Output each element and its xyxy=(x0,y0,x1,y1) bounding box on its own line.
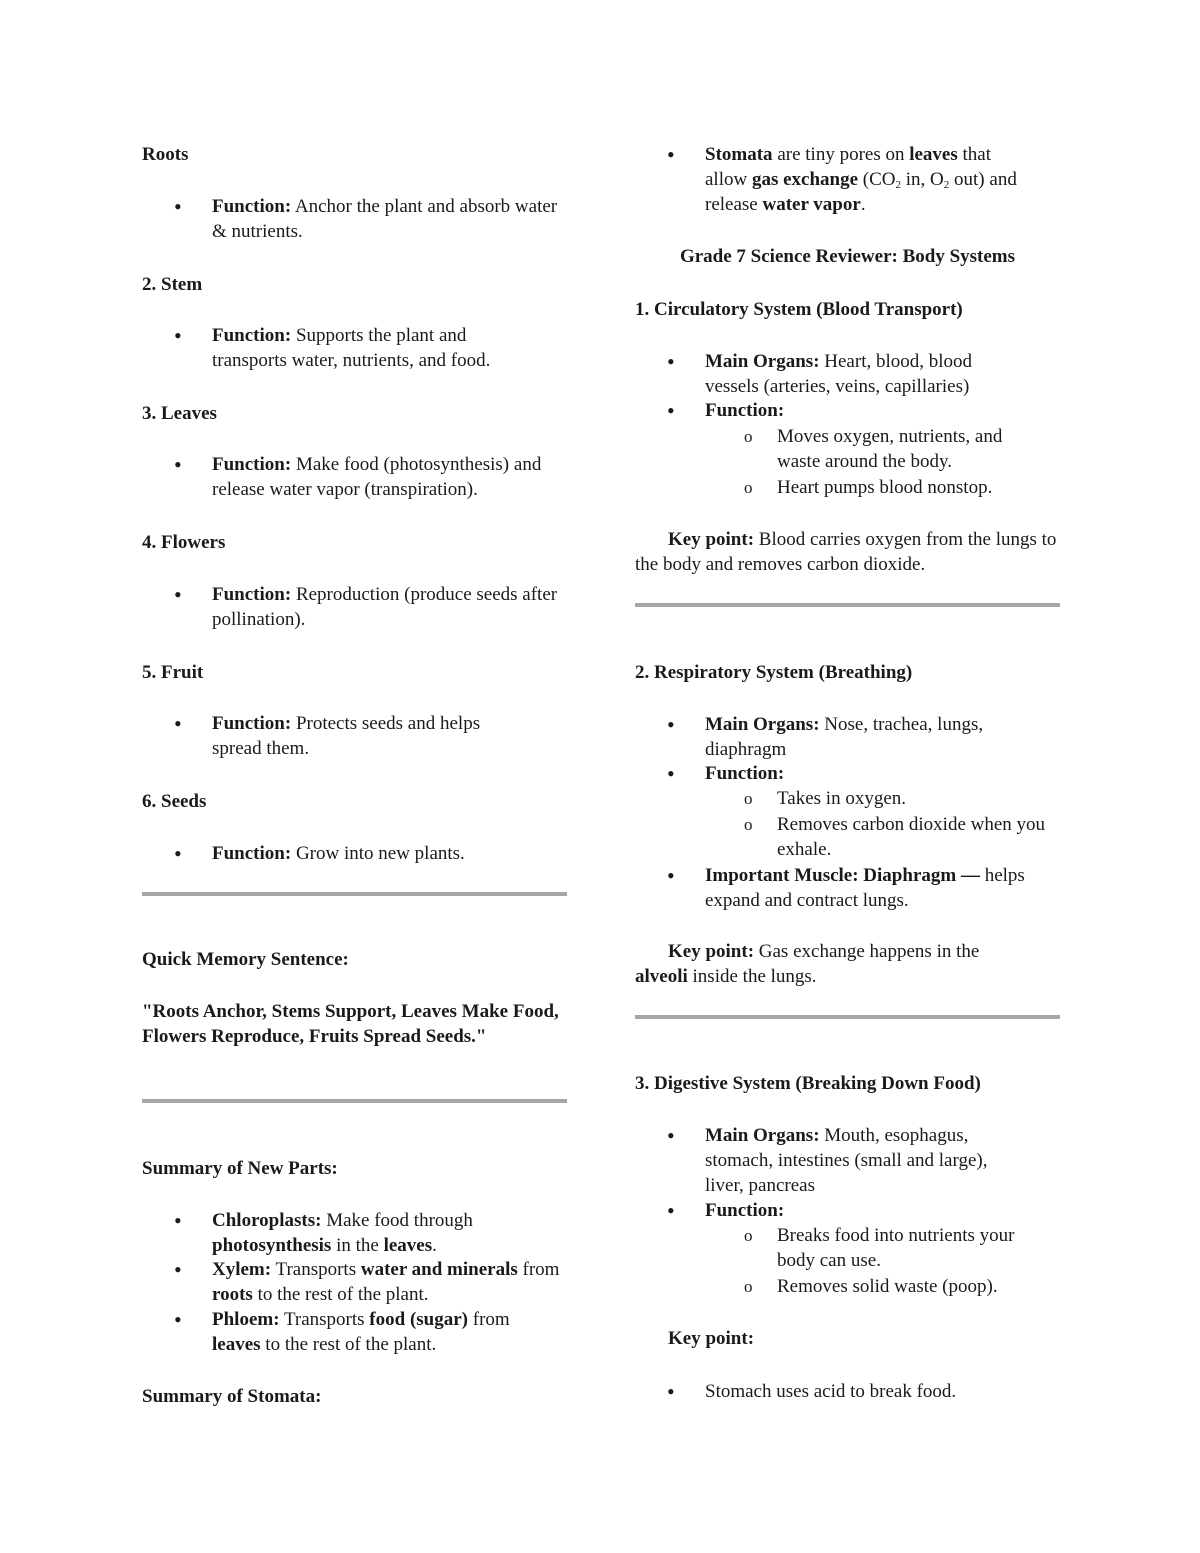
stomata-item xyxy=(705,142,1035,217)
bold-run: water vapor xyxy=(762,194,861,215)
respiratory-key-point xyxy=(635,939,1035,989)
bold-run: leaves xyxy=(909,144,958,165)
circulatory-sub-item: o Moves oxygen, nutrients, and waste around the body. xyxy=(777,424,1047,474)
key-point-text: Gas exchange happens in the xyxy=(754,941,980,962)
text-run: from xyxy=(517,1259,560,1280)
flowers-heading: 4. Flowers xyxy=(142,532,226,553)
digestive-key-point-label: Key point: xyxy=(668,1328,755,1349)
text-run: out) and release xyxy=(705,169,1017,215)
roots-function-item xyxy=(212,194,562,244)
circulatory-key-point xyxy=(635,527,1060,577)
function-text: Anchor the plant and absorb water & nutrients. xyxy=(212,196,558,242)
organs-text: Heart, blood, blood vessels (arteries, veins, capillaries) xyxy=(705,351,973,397)
subscript: 2 xyxy=(895,179,902,191)
circulatory-function-item xyxy=(705,398,1065,423)
function-label: Function: xyxy=(212,843,292,864)
digestive-organs-item xyxy=(705,1123,1030,1198)
respiratory-organs-item xyxy=(705,712,1025,762)
bold-run: Stomata xyxy=(705,144,773,165)
bold-run: roots xyxy=(212,1284,253,1305)
function-text: Protects seeds and helps spread them. xyxy=(212,713,481,759)
key-point-text: inside the lungs. xyxy=(687,966,817,987)
function-label: Function: xyxy=(212,325,292,346)
function-label: Function: xyxy=(705,763,785,784)
muscle-text: helps expand and contract lungs. xyxy=(705,865,1025,911)
bold-run: photosynthesis xyxy=(212,1235,332,1256)
organs-label: Main Organs: xyxy=(705,1125,820,1146)
organs-label: Main Organs: xyxy=(705,351,820,372)
xylem-item xyxy=(212,1257,572,1307)
bold-run: leaves xyxy=(212,1334,261,1355)
horizontal-rule xyxy=(635,603,1060,607)
function-label: Function: xyxy=(705,1200,785,1221)
digestive-sub-item: o Removes solid waste (poop). xyxy=(777,1274,1057,1299)
bold-run: water and minerals xyxy=(360,1259,518,1280)
fruit-heading: 5. Fruit xyxy=(142,662,204,683)
key-point-label: Key point: xyxy=(668,941,755,962)
function-label: Function: xyxy=(212,454,292,475)
seeds-function-item xyxy=(212,841,572,866)
text-run: Make food through xyxy=(321,1210,473,1231)
digestive-function-item xyxy=(705,1198,1065,1223)
text-run: . xyxy=(860,194,866,215)
muscle-label: Important Muscle: Diaphragm — xyxy=(705,865,980,886)
respiratory-sub-item: o Takes in oxygen. xyxy=(777,786,1057,811)
text-run: to the rest of the plant. xyxy=(252,1284,429,1305)
respiratory-function-item xyxy=(705,761,1065,786)
function-text: Grow into new plants. xyxy=(291,843,465,864)
subscript: 2 xyxy=(943,179,950,191)
phloem-item xyxy=(212,1307,562,1357)
organs-text: Nose, trachea, lungs, diaphragm xyxy=(705,714,984,760)
bold-run: alveoli xyxy=(635,966,688,987)
digestive-key-point-item: • Stomach uses acid to break food. xyxy=(705,1379,1065,1404)
text-run: that allow xyxy=(705,144,992,190)
chloroplasts-item xyxy=(212,1208,532,1258)
document-title: Grade 7 Science Reviewer: Body Systems xyxy=(679,246,1016,267)
bold-run: food (sugar) xyxy=(369,1309,468,1330)
text-run: . xyxy=(432,1235,437,1256)
text-run: Transports xyxy=(279,1309,370,1330)
circulatory-heading: 1. Circulatory System (Blood Transport) xyxy=(635,299,963,320)
horizontal-rule xyxy=(142,1099,567,1103)
stem-function-item xyxy=(212,323,542,373)
memory-sentence: "Roots Anchor, Stems Support, Leaves Make Food, Flowers Reproduce, Fruits Spread Seeds." xyxy=(142,1001,559,1047)
key-point-text: Blood carries oxygen from the lungs to the body and removes carbon dioxide. xyxy=(635,529,1057,575)
seeds-heading: 6. Seeds xyxy=(142,791,207,812)
stomata-summary-heading: Summary of Stomata: xyxy=(142,1386,322,1407)
function-text: Supports the plant and transports water, nutrients, and food. xyxy=(212,325,491,371)
respiratory-sub-item: o Removes carbon dioxide when you exhale. xyxy=(777,812,1052,862)
digestive-sub-item: o Breaks food into nutrients your body can use. xyxy=(777,1223,1057,1273)
leaves-function-item xyxy=(212,452,557,502)
fruit-function-item xyxy=(212,711,532,761)
text-run: from xyxy=(468,1309,510,1330)
roots-heading: Roots xyxy=(142,144,189,165)
function-text: Make food (photosynthesis) and release water vapor (transpiration). xyxy=(212,454,542,500)
leaves-heading: 3. Leaves xyxy=(142,403,217,424)
text-run: in, O xyxy=(901,169,944,190)
horizontal-rule xyxy=(635,1015,1060,1019)
text-run: are tiny pores on xyxy=(772,144,910,165)
text-run: to the rest of the plant. xyxy=(260,1334,437,1355)
function-label: Function: xyxy=(705,400,785,421)
new-parts-heading: Summary of New Parts: xyxy=(142,1158,338,1179)
stem-heading: 2. Stem xyxy=(142,274,203,295)
organs-text: Mouth, esophagus, stomach, intestines (small and large), liver, pancreas xyxy=(705,1125,988,1196)
phloem-label: Phloem: xyxy=(212,1309,280,1330)
circulatory-sub-item: o Heart pumps blood nonstop. xyxy=(777,475,1057,500)
circulatory-organs-item xyxy=(705,349,1025,399)
key-point-label: Key point: xyxy=(668,529,755,550)
memory-heading: Quick Memory Sentence: xyxy=(142,949,349,970)
chloroplasts-label: Chloroplasts: xyxy=(212,1210,322,1231)
function-text: Reproduction (produce seeds after pollination). xyxy=(212,584,558,630)
function-label: Function: xyxy=(212,584,292,605)
flowers-function-item xyxy=(212,582,567,632)
function-label: Function: xyxy=(212,713,292,734)
respiratory-muscle-item xyxy=(705,863,1025,913)
organs-label: Main Organs: xyxy=(705,714,820,735)
text-run: in the xyxy=(331,1235,384,1256)
text-run: (CO xyxy=(858,169,896,190)
function-label: Function: xyxy=(212,196,292,217)
bold-run: gas exchange xyxy=(751,169,859,190)
digestive-heading: 3. Digestive System (Breaking Down Food) xyxy=(635,1073,981,1094)
bold-run: leaves xyxy=(383,1235,433,1256)
xylem-label: Xylem: xyxy=(212,1259,272,1280)
horizontal-rule xyxy=(142,892,567,896)
text-run: Transports xyxy=(271,1259,361,1280)
respiratory-heading: 2. Respiratory System (Breathing) xyxy=(635,662,913,683)
